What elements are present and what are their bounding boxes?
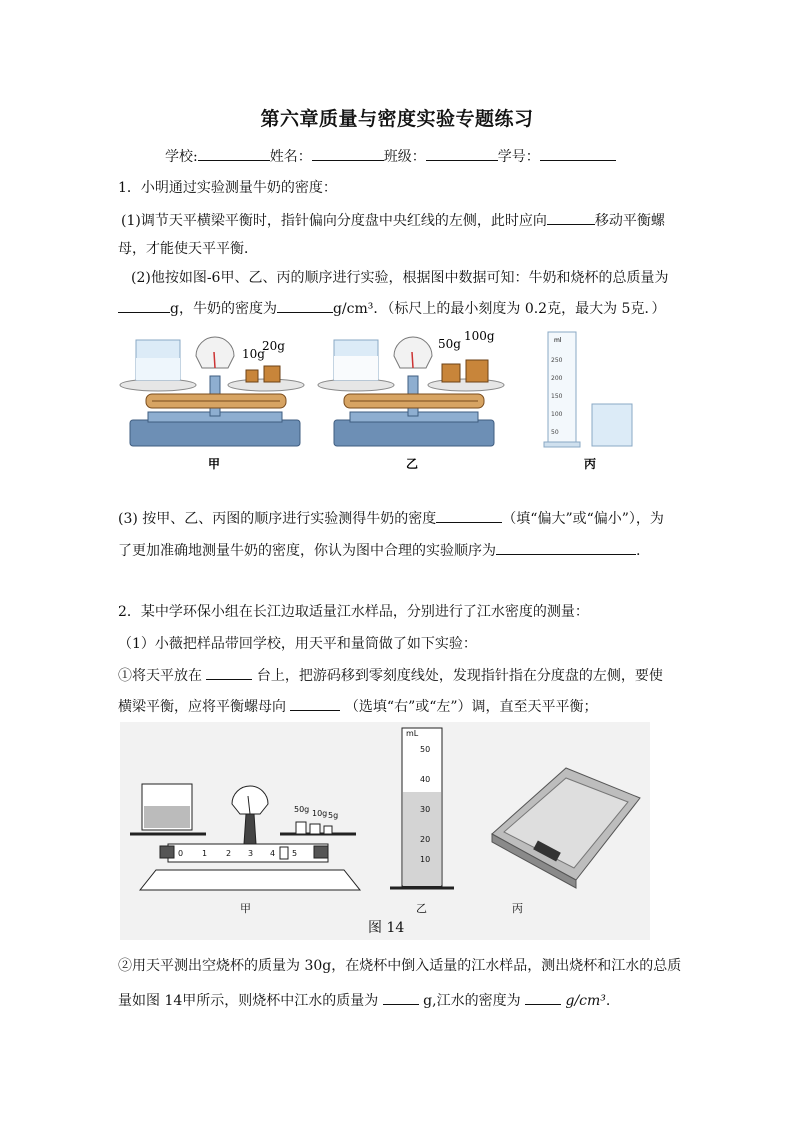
- q2-step1-line1: [118, 665, 663, 686]
- q1-direction-blank[interactable]: [547, 210, 595, 225]
- cyl-tick: 250: [551, 357, 563, 364]
- weight-label-10g: 10g: [242, 347, 265, 361]
- q1-part2-text-b: g，牛奶的密度为: [170, 301, 277, 317]
- name-blank[interactable]: [312, 146, 384, 161]
- q2-water-mass-blank[interactable]: [383, 990, 419, 1005]
- q1-part3-line1: [118, 508, 664, 529]
- fig14-cyl-unit: mL: [406, 729, 419, 738]
- q2-step1-text-b: 台上，把游码移到零刻度线处，发现指针指在分度盘的左侧，要使: [256, 668, 663, 684]
- weight-label-50g: 50g: [438, 337, 461, 351]
- q2-sub1: （1）小薇把样品带回学校，用天平和量筒做了如下实验：: [118, 636, 477, 652]
- fig14-weight-label: 10g: [312, 809, 328, 818]
- ruler-mark: 3: [248, 849, 254, 858]
- fig14-weight-label: 5g: [328, 811, 339, 820]
- fig14-cyl-tick: 30: [420, 805, 431, 814]
- name-label: 姓名：: [269, 149, 312, 165]
- balance-yi: [318, 329, 504, 446]
- fig14-cylinder: [390, 728, 454, 888]
- fig14-cyl-tick: 50: [420, 745, 431, 754]
- page-title: 第六章质量与密度实验专题练习: [260, 108, 534, 130]
- fig14-label-bing: 丙: [512, 902, 523, 915]
- q1-mass-blank[interactable]: [118, 298, 170, 313]
- fig14-cyl-tick: 40: [420, 775, 431, 784]
- school-label: 学校:: [165, 149, 198, 165]
- q2-surface-blank[interactable]: [206, 665, 252, 680]
- fig14-label-yi: 乙: [416, 902, 427, 915]
- cylinder-bing: [544, 332, 632, 447]
- class-label: 班级：: [383, 149, 426, 165]
- q1-part2-line1: (2)他按如图-6甲、乙、丙的顺序进行实验，根据图中数据可知：牛奶和烧杯的总质量为: [131, 270, 669, 286]
- id-label: 学号：: [497, 149, 540, 165]
- q1-part3-text-d: .: [636, 543, 641, 559]
- cyl-tick: 200: [551, 375, 563, 382]
- cyl-tick: 50: [551, 429, 559, 436]
- q2-step2-line1: ②用天平测出空烧杯的质量为 30g，在烧杯中倒入适量的江水样品，测出烧杯和江水的总质: [118, 958, 682, 974]
- ruler-mark: 2: [226, 849, 232, 858]
- fig14-cyl-tick: 10: [420, 855, 431, 864]
- cyl-tick: 150: [551, 393, 563, 400]
- q2-step1-text-c: 横梁平衡，应将平衡螺母向: [118, 699, 286, 715]
- q2-water-density-blank[interactable]: [525, 990, 561, 1005]
- q2-step2-line2: [118, 990, 610, 1011]
- school-blank[interactable]: [198, 146, 270, 161]
- cyl-tick: 100: [551, 411, 563, 418]
- q1-part3-text-b: （填“偏大”或“偏小”），为: [502, 511, 664, 527]
- density-unit: g/cm³: [565, 993, 606, 1009]
- q1-part1-line1: [121, 210, 665, 231]
- q2-direction-blank[interactable]: [290, 696, 340, 711]
- q1-part1-text-b: 移动平衡螺: [594, 213, 665, 229]
- ruler-mark: 5: [292, 849, 298, 858]
- figure-14-drawing: [120, 722, 650, 940]
- q1-part3-text-c: 了更加准确地测量牛奶的密度，你认为图中合理的实验顺序为: [118, 543, 496, 559]
- fig14-weight-label: 50g: [294, 805, 310, 814]
- q1-part1-line2: 母，才能使天平平衡．: [118, 241, 258, 257]
- fig1-label-bing: 丙: [584, 457, 597, 471]
- q1-order-blank[interactable]: [496, 540, 636, 555]
- q2-step2-text-b: 量如图 14甲所示，则烧杯中江水的质量为: [118, 993, 379, 1009]
- ruler-mark: 0: [178, 849, 184, 858]
- fig14-balance: [130, 784, 360, 890]
- fig14-cyl-tick: 20: [420, 835, 431, 844]
- class-blank[interactable]: [426, 146, 498, 161]
- weight-label-20g: 20g: [262, 339, 285, 353]
- ruler-mark: 4: [270, 849, 276, 858]
- fig14-label-jia: 甲: [240, 902, 251, 915]
- q1-part3-line2: [118, 540, 640, 561]
- student-info-row: [165, 146, 616, 167]
- q1-figure: [118, 328, 648, 476]
- q2-stem: 2．某中学环保小组在长江边取适量江水样品，分别进行了江水密度的测量：: [118, 604, 589, 620]
- weight-label-100g: 100g: [464, 329, 495, 343]
- q1-stem: 1．小明通过实验测量牛奶的密度：: [118, 180, 337, 196]
- q2-step1-text-d: （选填“右”或“左”）调，直至天平平衡；: [344, 699, 598, 715]
- fig1-label-jia: 甲: [208, 457, 221, 471]
- fig14-electronic-scale: [492, 768, 640, 888]
- cylinder-unit: ml: [554, 337, 562, 344]
- q1-part3-text-a: (3) 按甲、乙、丙图的顺序进行实验测得牛奶的密度: [118, 511, 437, 527]
- ruler-mark: 1: [202, 849, 208, 858]
- q2-step1-text-a: ①将天平放在: [118, 668, 202, 684]
- q1-density-blank[interactable]: [277, 298, 333, 313]
- fig14-caption: 图 14: [368, 920, 405, 936]
- id-blank[interactable]: [540, 146, 616, 161]
- figure-14: [120, 722, 650, 940]
- fig1-label-yi: 乙: [406, 457, 419, 471]
- q2-step2-period: .: [605, 993, 611, 1009]
- q1-part2-line2: [118, 298, 665, 319]
- balance-jia: [120, 337, 304, 446]
- q1-bias-blank[interactable]: [436, 508, 502, 523]
- q1-part1-text-a: (1)调节天平横梁平衡时，指针偏向分度盘中央红线的左侧，此时应向: [121, 213, 547, 229]
- q1-part2-text-c: g/cm³．（标尺上的最小刻度为 0.2克，最大为 5克．）: [332, 301, 666, 317]
- q2-step2-text-c: g,江水的密度为: [423, 993, 521, 1009]
- q2-step1-line2: [118, 696, 598, 717]
